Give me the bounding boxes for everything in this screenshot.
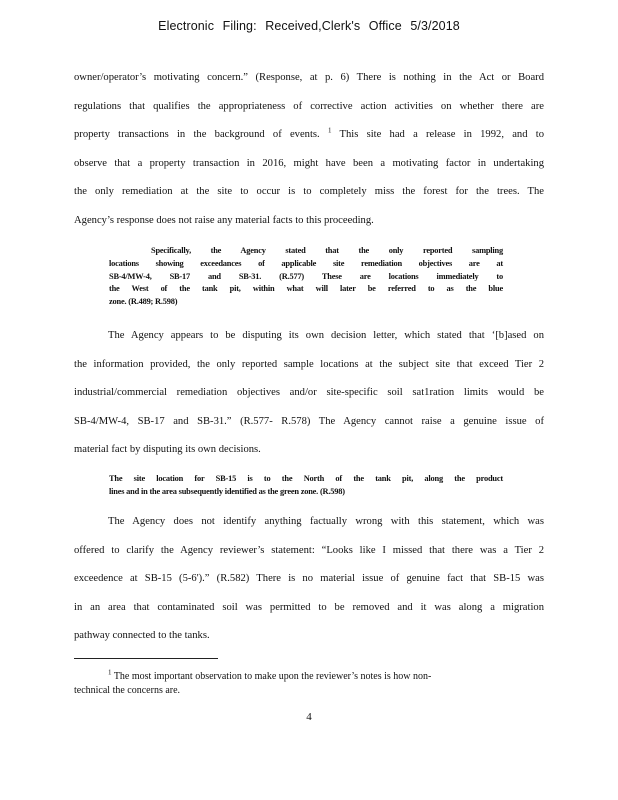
- paragraph-line: the information provided, the only reported sample locations at the subject site that exceed Tier 2: [74, 358, 544, 370]
- paragraph-1: [74, 64, 544, 236]
- footnote-line: technical the concerns are.: [74, 685, 181, 696]
- paragraph-line: The Agency appears to be disputing its own decision letter, which stated that ‘[b]ased on: [108, 330, 544, 341]
- paragraph-3: [74, 508, 544, 651]
- quote-line: lines and in the area subsequently identified as the green zone. (R.598): [109, 486, 345, 496]
- paragraph-2: [74, 322, 544, 465]
- paragraph-line-with-footnote: [74, 121, 544, 150]
- paragraph-line: Agency’s response does not raise any material facts to this proceeding.: [74, 214, 374, 226]
- quote-line: the West of the tank pit, within what will later be referred to as the blue: [109, 284, 503, 294]
- paragraph-line: industrial/commercial remediation objectives and/or site-specific soil sat1ration limits would be: [74, 387, 544, 399]
- quote-line: locations showing exceedances of applicable site remediation objectives are at: [109, 258, 503, 268]
- footnote-reference: 1: [327, 126, 332, 135]
- footnote: [74, 670, 514, 698]
- footnote-marker: 1: [108, 668, 112, 677]
- footnote-text: The most important observation to make upon the reviewer’s notes is how non-: [111, 671, 432, 682]
- page-number: 4: [306, 711, 312, 723]
- filing-header: Electronic Filing: Received,Clerk's Office 5/3/2018: [158, 19, 460, 33]
- paragraph-line: in an area that contaminated soil was permitted to be removed and it was along a migration: [74, 601, 544, 613]
- paragraph-line: exceedence at SB-15 (5-6').” (R.582) There is no material issue of genuine fact that SB-15 was: [74, 573, 544, 585]
- paragraph-line-text: property transactions in the background of events.: [74, 129, 320, 141]
- paragraph-line: SB-4/MW-4, SB-17 and SB-31.” (R.577- R.578) The Agency cannot raise a genuine issue of: [74, 415, 544, 427]
- paragraph-line: owner/operator’s motivating concern.” (Response, at p. 6) There is nothing in the Act or Board: [74, 72, 544, 83]
- quote-line: The site location for SB-15 is to the North of the tank pit, along the product: [109, 474, 503, 483]
- footnote-divider: [74, 658, 218, 659]
- quote-line: zone. (R.489; R.598): [109, 297, 178, 307]
- paragraph-line: material fact by disputing its own decisions.: [74, 444, 261, 456]
- paragraph-line: pathway connected to the tanks.: [74, 630, 210, 642]
- paragraph-line: observe that a property transaction in 2016, might have been a motivating factor in undertaking: [74, 157, 544, 169]
- quote-line: SB-4/MW-4, SB-17 and SB-31. (R.577) These are locations immediately to: [109, 271, 503, 281]
- block-quote-1: [109, 245, 503, 309]
- paragraph-line: offered to clarify the Agency reviewer’s statement: “Looks like I missed that there was a Tier 2: [74, 544, 544, 556]
- paragraph-line-tail: This site had a release in 1992, and to: [331, 129, 544, 141]
- paragraph-line: regulations that qualifies the appropriateness of corrective action activities on whether there are: [74, 100, 544, 112]
- block-quote-2: [109, 473, 503, 499]
- quote-line: Specifically, the Agency stated that the only reported sampling: [151, 246, 503, 255]
- paragraph-line: The Agency does not identify anything factually wrong with this statement, which was: [108, 516, 544, 527]
- footnote-line: [74, 670, 514, 684]
- paragraph-line: the only remediation at the site to occur is to completely miss the forest for the trees. The: [74, 186, 544, 198]
